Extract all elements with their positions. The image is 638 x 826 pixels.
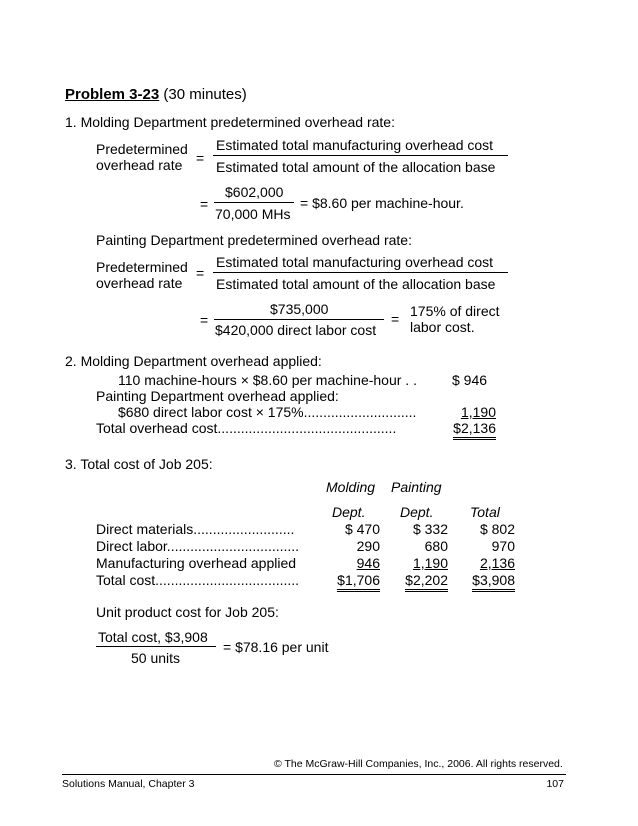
formula-lhs-line2: overhead rate (96, 157, 183, 173)
formula-lhs-line1: Predetermined (96, 259, 188, 275)
fraction-bar (214, 319, 384, 320)
problem-time: (30 minutes) (163, 86, 247, 103)
table-cell-painting: 680 (424, 538, 448, 554)
table-cell-total: $3,908 (472, 572, 515, 592)
formula-denominator: Estimated total amount of the allocation base (216, 276, 496, 292)
total-overhead-value-wrap (452, 421, 496, 435)
footer-rule (62, 774, 566, 775)
unit-cost-heading: Unit product cost for Job 205: (96, 604, 279, 620)
table-cell-painting: $2,202 (405, 572, 448, 592)
col-total-header: Total (470, 504, 500, 520)
molding-applied-line: 110 machine-hours × $8.60 per machine-hour . . (118, 372, 417, 388)
painting-applied-value: 1,190 (460, 404, 496, 420)
section-2-heading: 2. Molding Department overhead applied: (65, 353, 322, 369)
molding-calc-denominator: 70,000 MHs (215, 206, 291, 222)
table-cell-painting: $ 332 (412, 521, 448, 537)
painting-rate-result-line2: labor cost. (410, 319, 475, 335)
table-row-label: Manufacturing overhead applied (96, 555, 297, 571)
col-painting-header: Painting (391, 479, 442, 495)
section-3-heading: 3. Total cost of Job 205: (65, 456, 213, 472)
col-molding-header: Molding (326, 479, 376, 495)
fraction-bar (213, 155, 508, 156)
table-cell-painting-wrap (398, 573, 448, 587)
total-overhead-line: Total overhead cost.............................................. (96, 420, 397, 436)
table-cell-molding: 290 (356, 538, 380, 554)
formula-denominator: Estimated total amount of the allocation base (216, 159, 496, 175)
table-row-label: Direct labor.................................. (96, 538, 300, 554)
table-cell-molding: 946 (356, 555, 380, 571)
formula-lhs-line2: overhead rate (96, 275, 183, 291)
table-cell-total: $ 802 (479, 521, 515, 537)
formula-numerator: Estimated total manufacturing overhead cost (216, 137, 494, 153)
table-cell-total: 970 (491, 538, 515, 554)
page-number: 107 (546, 778, 564, 790)
total-overhead-value: $2,136 (453, 420, 496, 440)
table-cell-total: 2,136 (479, 555, 515, 571)
painting-calc-numerator: $735,000 (270, 301, 329, 317)
copyright-notice: © The McGraw-Hill Companies, Inc., 2006. All rights reserved. (274, 758, 563, 770)
table-cell-total-wrap (465, 556, 515, 570)
fraction-bar (214, 202, 294, 203)
molding-rate-result: = $8.60 per machine-hour. (300, 195, 464, 211)
painting-rate-result-line1: 175% of direct (410, 303, 500, 319)
table-cell-molding-wrap (330, 556, 380, 570)
unit-cost-denominator: 50 units (131, 650, 181, 666)
col-molding-dept: Dept. (332, 504, 366, 520)
table-cell-painting: 1,190 (412, 555, 448, 571)
formula-lhs-line1: Predetermined (96, 141, 188, 157)
table-cell-painting-wrap (398, 556, 448, 570)
table-row-label: Total cost..................................... (96, 572, 300, 588)
equals-sign: = (200, 312, 209, 328)
painting-applied-heading: Painting Department overhead applied: (96, 388, 339, 404)
footer-left: Solutions Manual, Chapter 3 (62, 778, 195, 790)
table-row-label: Direct materials.......................... (96, 521, 295, 537)
fraction-bar (96, 646, 216, 647)
unit-cost-result: = $78.16 per unit (223, 639, 329, 655)
section-1-heading: 1. Molding Department predetermined overhead rate: (65, 114, 395, 130)
fraction-bar (213, 272, 508, 273)
table-cell-molding: $1,706 (337, 572, 380, 592)
unit-cost-numerator: Total cost, $3,908 (98, 629, 208, 645)
equals-sign: = (200, 196, 209, 212)
formula-numerator: Estimated total manufacturing overhead cost (216, 254, 494, 270)
painting-calc-denominator: $420,000 direct labor cost (215, 322, 377, 338)
table-cell-total-wrap (465, 573, 515, 587)
painting-applied-line: $680 direct labor cost × 175%............................. (118, 404, 417, 420)
painting-heading: Painting Department predetermined overhead rate: (96, 232, 412, 248)
table-cell-molding-wrap (330, 573, 380, 587)
equals-sign: = (391, 311, 400, 327)
problem-header (65, 87, 247, 102)
col-painting-dept: Dept. (400, 504, 434, 520)
molding-applied-value: $ 946 (452, 372, 488, 388)
equals-sign: = (196, 265, 205, 281)
table-cell-molding: $ 470 (344, 521, 380, 537)
problem-title: Problem 3-23 (65, 86, 160, 103)
equals-sign: = (196, 150, 205, 166)
molding-calc-numerator: $602,000 (225, 184, 284, 200)
